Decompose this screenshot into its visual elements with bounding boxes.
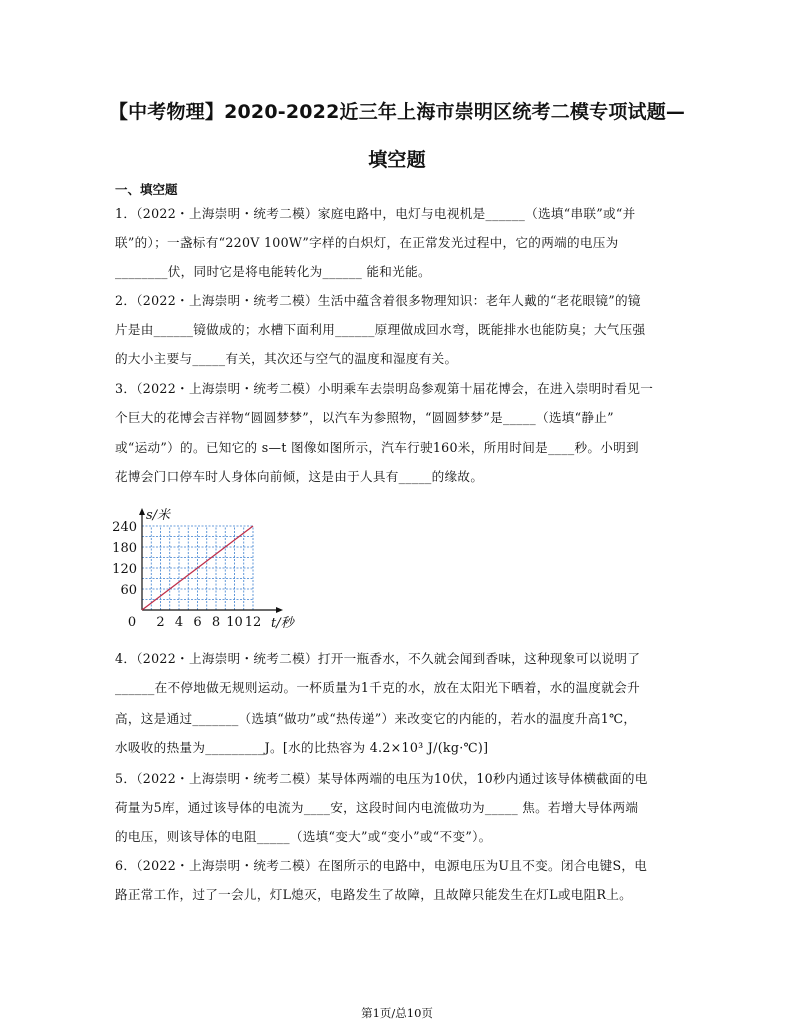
text-line: ________伏，同时它是将电能转化为______ 能和光能。 (115, 264, 431, 279)
x-tick-label: 12 (244, 615, 262, 630)
text-line: 路正常工作，过了一会儿，灯L熄灭，电路发生了故障，且故障只能发生在灯L或电阻R上。 (115, 887, 633, 902)
y-tick-label: 120 (112, 562, 137, 577)
text-line: 的电压，则该导体的电阻_____（选填“变大”或“变小”或“不变”）。 (115, 829, 492, 844)
text-line: 6．（2022・上海崇明・统考二模）在图所示的电路中，电源电压为U且不变。闭合电键S，电 (115, 858, 648, 873)
y-axis-arrow (139, 508, 145, 515)
text-line: 2．（2022・上海崇明・统考二模）生活中蕴含着很多物理知识：老年人戴的“老花眼镜”的镜 (115, 293, 641, 308)
y-tick-label: 240 (112, 520, 137, 535)
text-line: 3．（2022・上海崇明・统考二模）小明乘车去崇明岛参观第十届花博会，在进入崇明时看见一 (115, 381, 654, 396)
text-line: 高，这是通过_______（选填“做功”或“热传递”）来改变它的内能的，若水的温度升高1℃， (115, 711, 637, 726)
x-tick-label: 8 (211, 615, 221, 630)
s-t-graph (112, 506, 302, 630)
origin-label: 0 (127, 615, 137, 630)
y-tick-label: 60 (120, 583, 137, 598)
text-line: 的大小主要与_____有关，其次还与空气的温度和湿度有关。 (115, 351, 458, 366)
section-heading: 一、填空题 (115, 182, 178, 197)
text-line: 1．（2022・上海崇明・统考二模）家庭电路中，电灯与电视机是______（选填“串联”或“并 (115, 206, 636, 221)
y-axis-label: s/米 (146, 508, 171, 523)
text-line: 花博会门口停车时人身体向前倾，这是由于人具有_____的缘故。 (115, 469, 484, 484)
x-axis-arrow (276, 607, 283, 613)
x-tick-label: 2 (156, 615, 165, 630)
x-axis-label: t/秒 (271, 616, 294, 630)
text-line: 4．（2022・上海崇明・统考二模）打开一瓶香水，不久就会闻到香味，这种现象可以说明了 (115, 651, 641, 666)
x-tick-label: 10 (226, 615, 243, 630)
y-tick-label: 180 (112, 541, 137, 556)
text-line: 荷量为5库，通过该导体的电流为____安，这段时间内电流做功为_____ 焦。若增大导体两端 (115, 800, 639, 815)
page-title: 【中考物理】2020-2022近三年上海市崇明区统考二模专项试题— (108, 101, 686, 123)
text-line: 片是由______镜做成的；水槽下面利用______原理做成回水弯，既能排水也能防臭；大气压强 (115, 322, 646, 337)
text-line: 个巨大的花博会吉祥物“圆圆梦梦”，以汽车为参照物，“圆圆梦梦”是_____（选填“静止” (115, 410, 614, 425)
text-line: 联”的）；一盏标有“220V 100W”字样的白炽灯，在正常发光过程中，它的两端的电压为 (115, 235, 619, 250)
page-title-continued: 填空题 (368, 149, 426, 171)
text-line: 或“运动”）的。已知它的 s—t 图像如图所示，汽车行驶160米，所用时间是____秒。小明到 (115, 440, 639, 455)
text-line: 5．（2022・上海崇明・统考二模）某导体两端的电压为10伏，10秒内通过该导体横截面的电 (115, 771, 648, 786)
x-tick-label: 4 (174, 615, 184, 630)
text-line: 水吸收的热量为_________J。[水的比热容为 4.2×10³ J/(kg·℃)] (115, 740, 489, 755)
x-tick-label: 6 (193, 615, 202, 630)
text-line: ______在不停地做无规则运动。一杯质量为1千克的水，放在太阳光下晒着，水的温度就会升 (115, 680, 640, 695)
page-footer: 第1页/总10页 (361, 1006, 433, 1020)
